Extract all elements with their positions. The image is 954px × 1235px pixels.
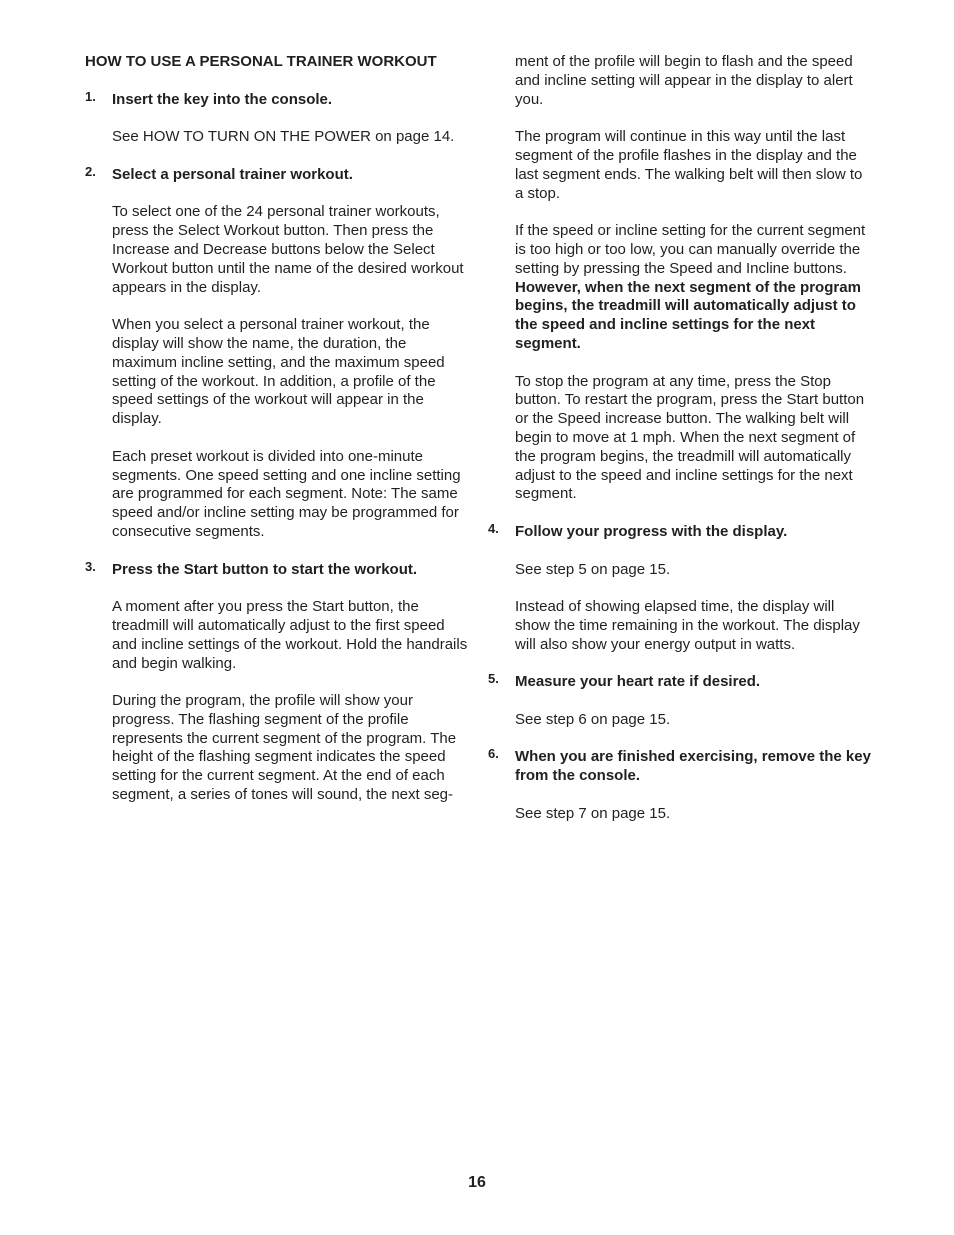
paragraph: ment of the profile will begin to flash and the speed and incline setting will appear in the display to alert you. — [515, 53, 853, 108]
override-text: If the speed or incline setting for the current segment is too high or too low, you can manually override the setting by pressing the Speed and Incline buttons. — [515, 222, 866, 277]
step-3 — [85, 558, 470, 580]
paragraph: See step 5 on page 15. — [515, 560, 671, 578]
step-number: 2. — [85, 163, 96, 179]
step-4 — [488, 520, 873, 542]
step-2 — [85, 163, 470, 185]
paragraph: When you select a personal trainer workout, the display will show the name, the duration, the maximum incline setting, and the maximum speed setting of the workout. In addition, a profile of the speed settings of the workout will appear in the display. — [112, 316, 445, 428]
step-number: 5. — [488, 671, 499, 687]
page-number: 16 — [468, 1174, 486, 1191]
step-number: 3. — [85, 558, 96, 574]
section-heading: HOW TO USE A PERSONAL TRAINER WORKOUT — [85, 53, 437, 70]
step-number: 6. — [488, 746, 499, 762]
paragraph: The program will continue in this way until the last segment of the profile flashes in the display and the last segment ends. The walking belt will then slow to a stop. — [515, 128, 863, 202]
step-1 — [85, 88, 470, 110]
step-title: Select a personal trainer workout. — [112, 165, 353, 183]
left-column — [85, 53, 470, 805]
paragraph: Instead of showing elapsed time, the display will show the time remaining in the workout. The display will also show your energy output in watts. — [515, 598, 860, 653]
step-number: 4. — [488, 520, 499, 536]
override-paragraph — [515, 222, 873, 354]
override-bold-text: However, when the next segment of the program begins, the treadmill will automatically adjust to the speed and incline settings for the next segment. — [515, 278, 861, 352]
paragraph: See step 7 on page 15. — [515, 804, 671, 822]
paragraph: To select one of the 24 personal trainer workouts, press the Select Workout button. Then press the Increase and Decrease buttons below the Select Workout button until the name of the desired workout appears in the display. — [112, 203, 464, 296]
paragraph: Each preset workout is divided into one-minute segments. One speed setting and one incline setting are programmed for each segment. Note: The same speed and/or incline setting may be programmed for consecutive segments. — [112, 447, 461, 540]
right-column — [488, 53, 873, 842]
paragraph: See step 6 on page 15. — [515, 710, 671, 728]
step-title: When you are finished exercising, remove the key from the console. — [515, 748, 871, 785]
paragraph: A moment after you press the Start button, the treadmill will automatically adjust to the first speed and incline settings of the workout. Hold the handrails and begin walking. — [112, 598, 468, 672]
paragraph: To stop the program at any time, press the Stop button. To restart the program, press the Start button or the Speed increase button. The walking belt will begin to move at 1 mph. When the next segment of the program begins, the treadmill will automatically adjust to the speed and incline settings for the next segment. — [515, 372, 865, 503]
step-title: Press the Start button to start the workout. — [112, 560, 418, 578]
step-title: Follow your progress with the display. — [515, 522, 788, 540]
paragraph: During the program, the profile will show your progress. The flashing segment of the profile represents the current segment of the program. The height of the flashing segment indicates the speed setting for the current segment. At the end of each segment, a series of tones will sound, the next seg- — [112, 692, 457, 804]
step-5 — [488, 673, 873, 692]
paragraph: See HOW TO TURN ON THE POWER on page 14. — [112, 128, 455, 146]
step-title: Measure your heart rate if desired. — [515, 673, 761, 691]
step-6 — [488, 748, 873, 786]
step-number: 1. — [85, 88, 96, 104]
step-title: Insert the key into the console. — [112, 90, 333, 108]
